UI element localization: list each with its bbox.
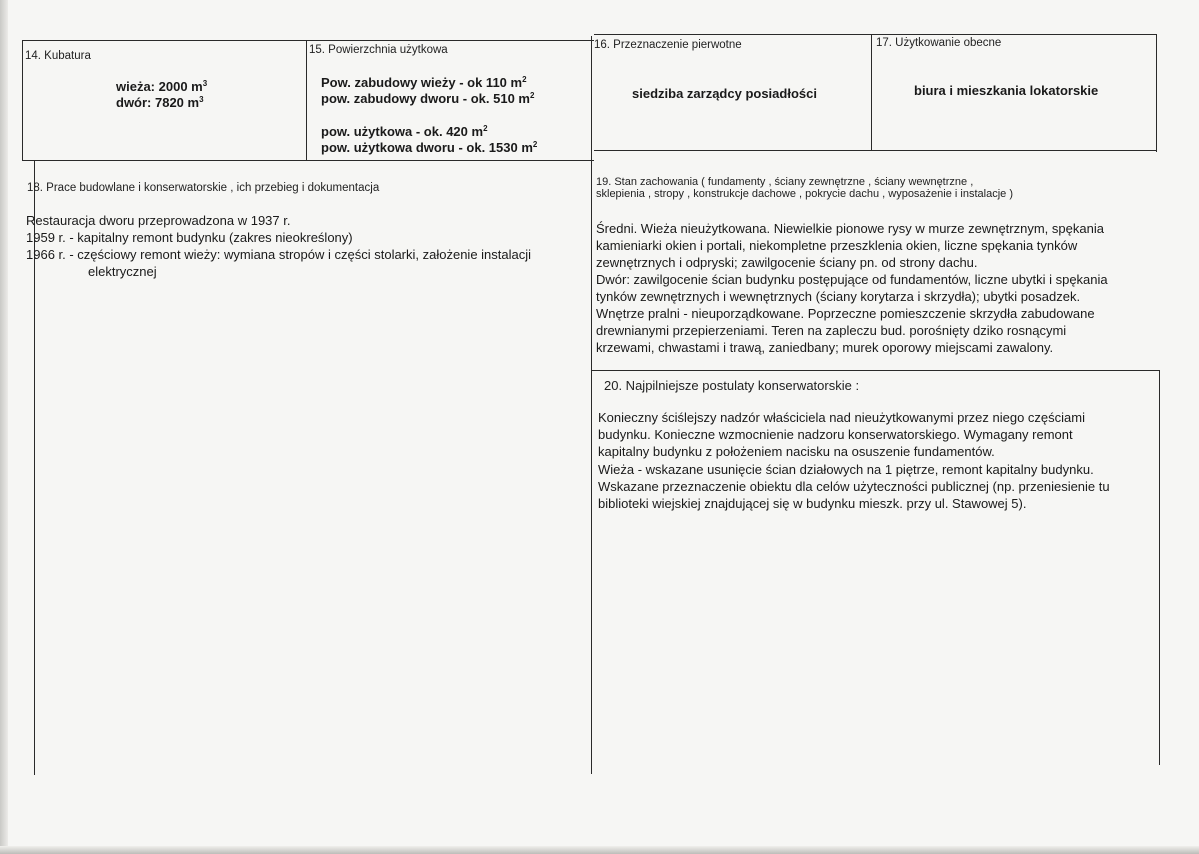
- field-17-value: biura i mieszkania lokatorskie: [914, 83, 1099, 98]
- field-15-value-4: [321, 140, 537, 156]
- field-20-line: Wskazane przeznaczenie obiektu dla celów użyteczności publicznej (np. przeniesienie tu: [598, 478, 1110, 494]
- field-18-line: elektrycznej: [88, 264, 157, 279]
- field-19-line: Średni. Wieża nieużytkowana. Niewielkie pionowe rysy w murze zewnętrznym, spękania: [596, 221, 1104, 236]
- field-20-line: Konieczny ściślejszy nadzór właściciela nad nieużytkowanymi przez niego częściami: [598, 410, 1085, 425]
- field-14-value-manor: [116, 95, 204, 111]
- field-15-value-1: [321, 75, 527, 91]
- field-20-line: biblioteki wiejskiej znajdującej się w budynku mieszk. przy ul. Stawowej 5).: [598, 496, 1027, 512]
- field-15-value-2: [321, 91, 534, 107]
- field-19-line: Wnętrze pralni - nieuporządkowane. Poprzeczne pomieszczenie skrzydła zabudowane: [596, 306, 1095, 321]
- grid-divider-19-20: [591, 370, 1160, 371]
- field-16-label: 16. Przeznaczenie pierwotne: [594, 39, 742, 51]
- scan-bottom-edge: [0, 846, 1199, 854]
- grid-right-border-lower: [1159, 370, 1160, 765]
- field-15-value-3-unit-exponent: 2: [483, 124, 488, 133]
- field-18-line: 1966 r. - częściowy remont wieży: wymiana stropów i części stolarki, założenie instalacji: [26, 247, 532, 262]
- field-19-content: [596, 220, 1108, 356]
- field-15-value-1-unit-exponent: 2: [522, 75, 527, 84]
- field-19-line: drewnianymi przepierzeniami. Teren na zapleczu bud. porośnięty dziko rosnącymi: [596, 323, 1067, 338]
- field-14-label: 14. Kubatura: [25, 50, 91, 62]
- grid-top-line-right: [594, 34, 1156, 35]
- grid-divider-15-16: [591, 36, 592, 774]
- field-15-value-4-unit-exponent: 2: [532, 140, 538, 149]
- grid-divider-16-17: [871, 34, 872, 150]
- field-15-value-1-text: Pow. zabudowy wieży - ok 110 m: [321, 75, 523, 90]
- field-19-line: kamieniarki okien i portali, niekompletne przeszklenia okien, liczne spękania tynków: [596, 238, 1078, 253]
- field-17-label: 17. Użytkowanie obecne: [876, 37, 1002, 49]
- field-18-content: [26, 212, 531, 280]
- field-19-label-line-2: sklepienia , stropy , konstrukcje dachowe , pokrycie dachu , wyposażenie i instalacje ): [596, 188, 1013, 200]
- field-15-value-2-text: pow. zabudowy dworu - ok. 510 m: [321, 91, 530, 106]
- field-20-line: kapitalny budynku z położeniem nacisku na osuszenie fundamentów.: [598, 444, 995, 460]
- field-14-value-manor-unit-exponent: 3: [199, 95, 204, 104]
- field-15-value-3-text: pow. użytkowa - ok. 420 m: [321, 124, 484, 139]
- field-20-label: 20. Najpilniejsze postulaty konserwatorskie :: [604, 378, 860, 393]
- grid-divider-14-15: [306, 40, 307, 160]
- field-19-line: tynków zewnętrznych i wewnętrznych (ściany korytarza i skrzydła); ubytki posadzek.: [596, 289, 1081, 304]
- field-14-value-tower-unit-exponent: 3: [202, 79, 208, 88]
- field-18-label: 18. Prace budowlane i konserwatorskie , ich przebieg i dokumentacja: [27, 182, 380, 194]
- field-19-line: Dwór: zawilgocenie ścian budynku postępujące od fundamentów, liczne ubytki i spękania: [596, 272, 1108, 287]
- field-15-value-3: [321, 124, 488, 140]
- field-15-value-2-unit-exponent: 2: [529, 91, 535, 100]
- field-18-line: 1959 r. - kapitalny remont budynku (zakres nieokreślony): [26, 230, 353, 245]
- field-20-line: Wieża - wskazane usunięcie ścian działowych na 1 piętrze, remont kapitalny budynku.: [598, 461, 1094, 477]
- field-19-label-line-1: 19. Stan zachowania ( fundamenty , ściany zewnętrzne , ściany wewnętrzne ,: [596, 176, 974, 188]
- field-18-line: Restauracja dworu przeprowadzona w 1937 r.: [26, 213, 291, 228]
- grid-top-line: [22, 40, 594, 41]
- field-19-line: zewnętrznych i odpryski; zawilgocenie ściany pn. od strony dachu.: [596, 255, 978, 270]
- grid-row-divider-right: [594, 150, 1156, 151]
- field-20-content: [598, 409, 1110, 512]
- field-20-line: budynku. Konieczne wzmocnienie nadzoru konserwatorskiego. Wymagany remont: [598, 427, 1073, 443]
- field-16-value: siedziba zarządcy posiadłości: [632, 86, 817, 101]
- field-14-value-tower-text: wieża: 2000 m: [116, 79, 203, 94]
- grid-row-divider: [22, 160, 594, 161]
- grid-right-border: [1156, 34, 1157, 152]
- field-14-value-manor-text: dwór: 7820 m: [116, 95, 200, 110]
- scan-left-edge: [0, 0, 8, 854]
- field-19-line: krzewami, chwastami i trawą, zaniedbany; murek oporowy miejscami zawalony.: [596, 340, 1054, 355]
- field-15-value-4-text: pow. użytkowa dworu - ok. 1530 m: [321, 140, 533, 155]
- field-14-value-tower: [116, 79, 207, 95]
- grid-left-border: [22, 40, 23, 160]
- field-15-label: 15. Powierzchnia użytkowa: [309, 44, 448, 56]
